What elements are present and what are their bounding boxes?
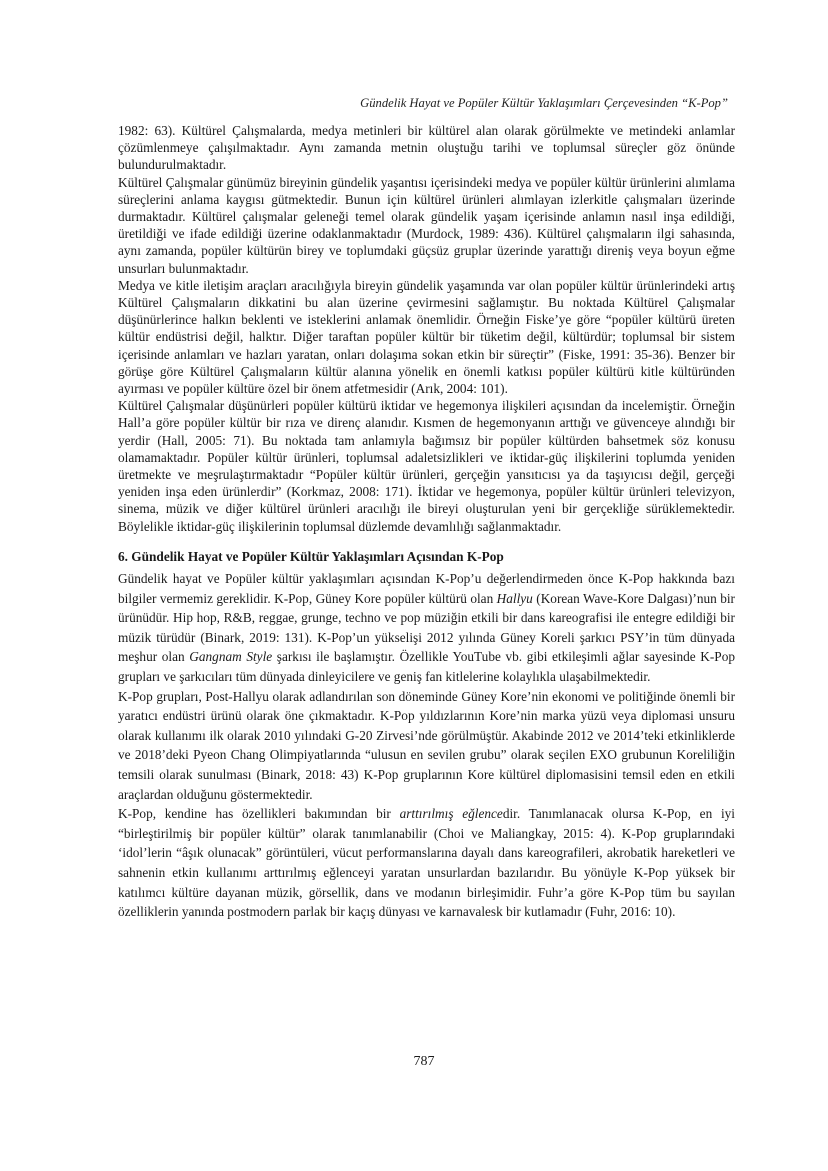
intro-paragraphs <box>118 122 735 535</box>
italic-text: Hallyu <box>496 590 533 606</box>
text-run: K-Pop, kendine has özellikleri bakımından bir <box>118 806 400 822</box>
section-heading: 6. Gündelik Hayat ve Popüler Kültür Yaklaşımları Açısından K-Pop <box>118 548 504 564</box>
paragraph <box>118 397 735 535</box>
running-header: Gündelik Hayat ve Popüler Kültür Yaklaşımları Çerçevesinden “K-Pop” <box>360 96 728 110</box>
text-run: Kültürel Çalışmalar günümüz bireyinin gündelik yaşantısı içerisindeki medya ve popüler kültür ürünlerini alımlama süreçlerini anlama kaygısı gütmektedir. Bunun için kültürel ürünleri alımlayan izlerkitle çalışmaları üzerinde durmaktadır. Kültürel çalışmalar geleneği temel olarak gündelik yaşam içerisinde anlamın nasıl inşa edildiği, üretildiği ve ifade edildiği üzerine odaklanmaktadır (Murdock, 1989: 436). Kültürel çalışmaların ilgi sahasında, aynı zamanda, popüler kültürün birey ve toplumdaki güçsüz gruplar üzerinde yarattığı direniş veya boyun eğme unsurları bulunmaktadır. <box>118 174 735 276</box>
italic-text: Gangnam Style <box>189 649 273 665</box>
text-run: şarkısı ile başlamıştır. Özellikle YouTube vb. gibi etkileşimli ağlar sayesinde K-Pop grupları ve şarkıcıları tüm dünyada dinleyicilere ve geniş fan kitlelerine kolaylıkla ulaşabilmektedir. <box>118 649 735 685</box>
text-run: Gündelik hayat ve Popüler kültür yaklaşımları açısından K-Pop’u değerlendirmeden önce K-Pop hakkında bazı bilgiler vermemiz gereklidir. K-Pop, Güney Kore popüler kültürü olan <box>118 571 735 606</box>
paragraph <box>118 687 735 805</box>
text-run: Kültürel Çalışmalar düşünürleri popüler kültürü iktidar ve hegemonya ilişkileri açısından da incelemiştir. Örneğin Hall’a göre popüler kültür bir rıza ve direnç alanıdır. Kısmen de hegemonyanın arttığı ve güvenceye alındığı bir yerdir (Hall, 2005: 71). Bu noktada tam anlamıyla bağımsız bir popüler kültürden bahsetmek söz konusu olamamaktadır. Popüler kültür ürünleri, toplumsal adaletsizlikleri ve iktidar-güç ilişkilerini toplumda yeniden üretmekte ve meşrulaştırmaktadır “Popüler kültür ürünleri, gerçeğin yansıtıcısı ya da taşıyıcısı değil, gerçeği yeniden inşa eden ürünlerdir” (Korkmaz, 2008: 171). İktidar ve hegemonya, popüler kültür ürünleri televizyon, sinema, müzik ve diğer kültürel ürünleri aracılığı ile bireyi oluşturulan yeni bir gerçekliğe sürüklemektedir. Böylelikle iktidar-güç ilişkilerinin toplumsal düzlemde devamlılığı sağlanmaktadır. <box>118 398 735 534</box>
text-run: K-Pop grupları, Post-Hallyu olarak adlandırılan son döneminde Güney Kore’nin ekonomi ve politiğinde önemli bir yaratıcı endüstri ürünü olarak öne çıkmaktadır. K-Pop yıldızlarının Kore’nin marka yüzü veya diplomasi unsuru olarak kullanımı ilk olarak 2010 yılındaki G-20 Zirvesi’nde görülmüştür. Akabinde 2012 ve 2014’teki etkinliklerde ve 2018’deki Pyeon Chang Olimpiyatlarında “ulusun en sevilen grubu” olarak seçilen EXO grubunun Koreliliğin temsili olarak sunulması (Binark, 2018: 43) K-Pop gruplarının Kore kültürel diplomasisini temsil eden en etkili araçlardan olduğunu göstermektedir. <box>118 688 735 802</box>
text-run: (Korean Wave-Kore Dalgası)’nun bir ürünüdür. Hip hop, R&B, reggae, grunge, techno ve pop müziğin etkili bir dans kareografisi ile entegre edildiği bir müzik türüdür (Binark, 2019: 131). K-Pop’un yükselişi 2012 yılında Güney Koreli şarkıcı PSY’in tüm dünyada meşhur olan <box>118 590 735 665</box>
paragraph <box>118 277 735 397</box>
text-run: 1982: 63). Kültürel Çalışmalarda, medya metinleri bir kültürel alan olarak görülmekte ve metindeki anlamlar çözümlenmeye çalışılmaktadır. Aynı zamanda metnin oluştuğu tarihi ve toplumsal süreçler göz önünde bulundurulmaktadır. <box>118 123 735 173</box>
paragraph <box>118 122 735 174</box>
italic-text: arttırılmış eğlence <box>399 806 503 822</box>
text-run: Medya ve kitle iletişim araçları aracılığıyla bireyin gündelik yaşamında var olan popüler kültür ürünlerindeki artış Kültürel Çalışmaların dikkatini bu alan üzerine çevirmesini sağlamıştır. Bu noktada Kültürel Çalışmalar düşünürlerince halkın beklenti ve isteklerini anlamak önemlidir. Örneğin Fiske’ye göre “popüler kültürü üreten kültür endüstrisi değil, halktır. Diğer taraftan popüler kültür bir tüketim değil, kültürdür; toplumsal bir sistem içerisinde anlamları ve hazları yaratan, onları dolaşıma sokan etkin bir süreçtir” (Fiske, 1991: 35-36). Benzer bir görüşe göre Kültürel Çalışmaların kültür alanına yönelik en önemli katkısı popüler kültürü kitle kültüründen ayırması ve popüler kültüre özel bir önem atfetmesidir (Arık, 2004: 101). <box>118 277 735 397</box>
paragraph <box>118 804 735 922</box>
section-paragraphs <box>118 569 735 922</box>
text-run: dir. Tanımlanacak olursa K-Pop, en iyi “birleştirilmiş bir popüler kültür” olarak tanımlanabilir (Choi ve Maliangkay, 2015: 4). K-Pop gruplarındaki ‘idol’lerin “âşık olunacak” görüntüleri, vücut performanslarına dayalı dans kareografileri, akrobatik hareketleri ve sahnenin etkin kullanımı arttırılmış eğlenceyi yaratan unsurlardan bazılarıdır. Bu yönüyle K-Pop yüksek bir katılımcı kültüre dayanan müzik, görsellik, dans ve modanın birleşimidir. Fuhr’a göre K-Pop tüm bu sayılan özelliklerin yanında postmodern parlak bir kaçış dünyası ve karnavalesk bir kutlamadır (Fuhr, 2016: 10). <box>118 806 735 920</box>
page-number: 787 <box>413 1054 435 1069</box>
paragraph <box>118 174 735 277</box>
paragraph <box>118 569 735 687</box>
document-body <box>118 122 735 922</box>
